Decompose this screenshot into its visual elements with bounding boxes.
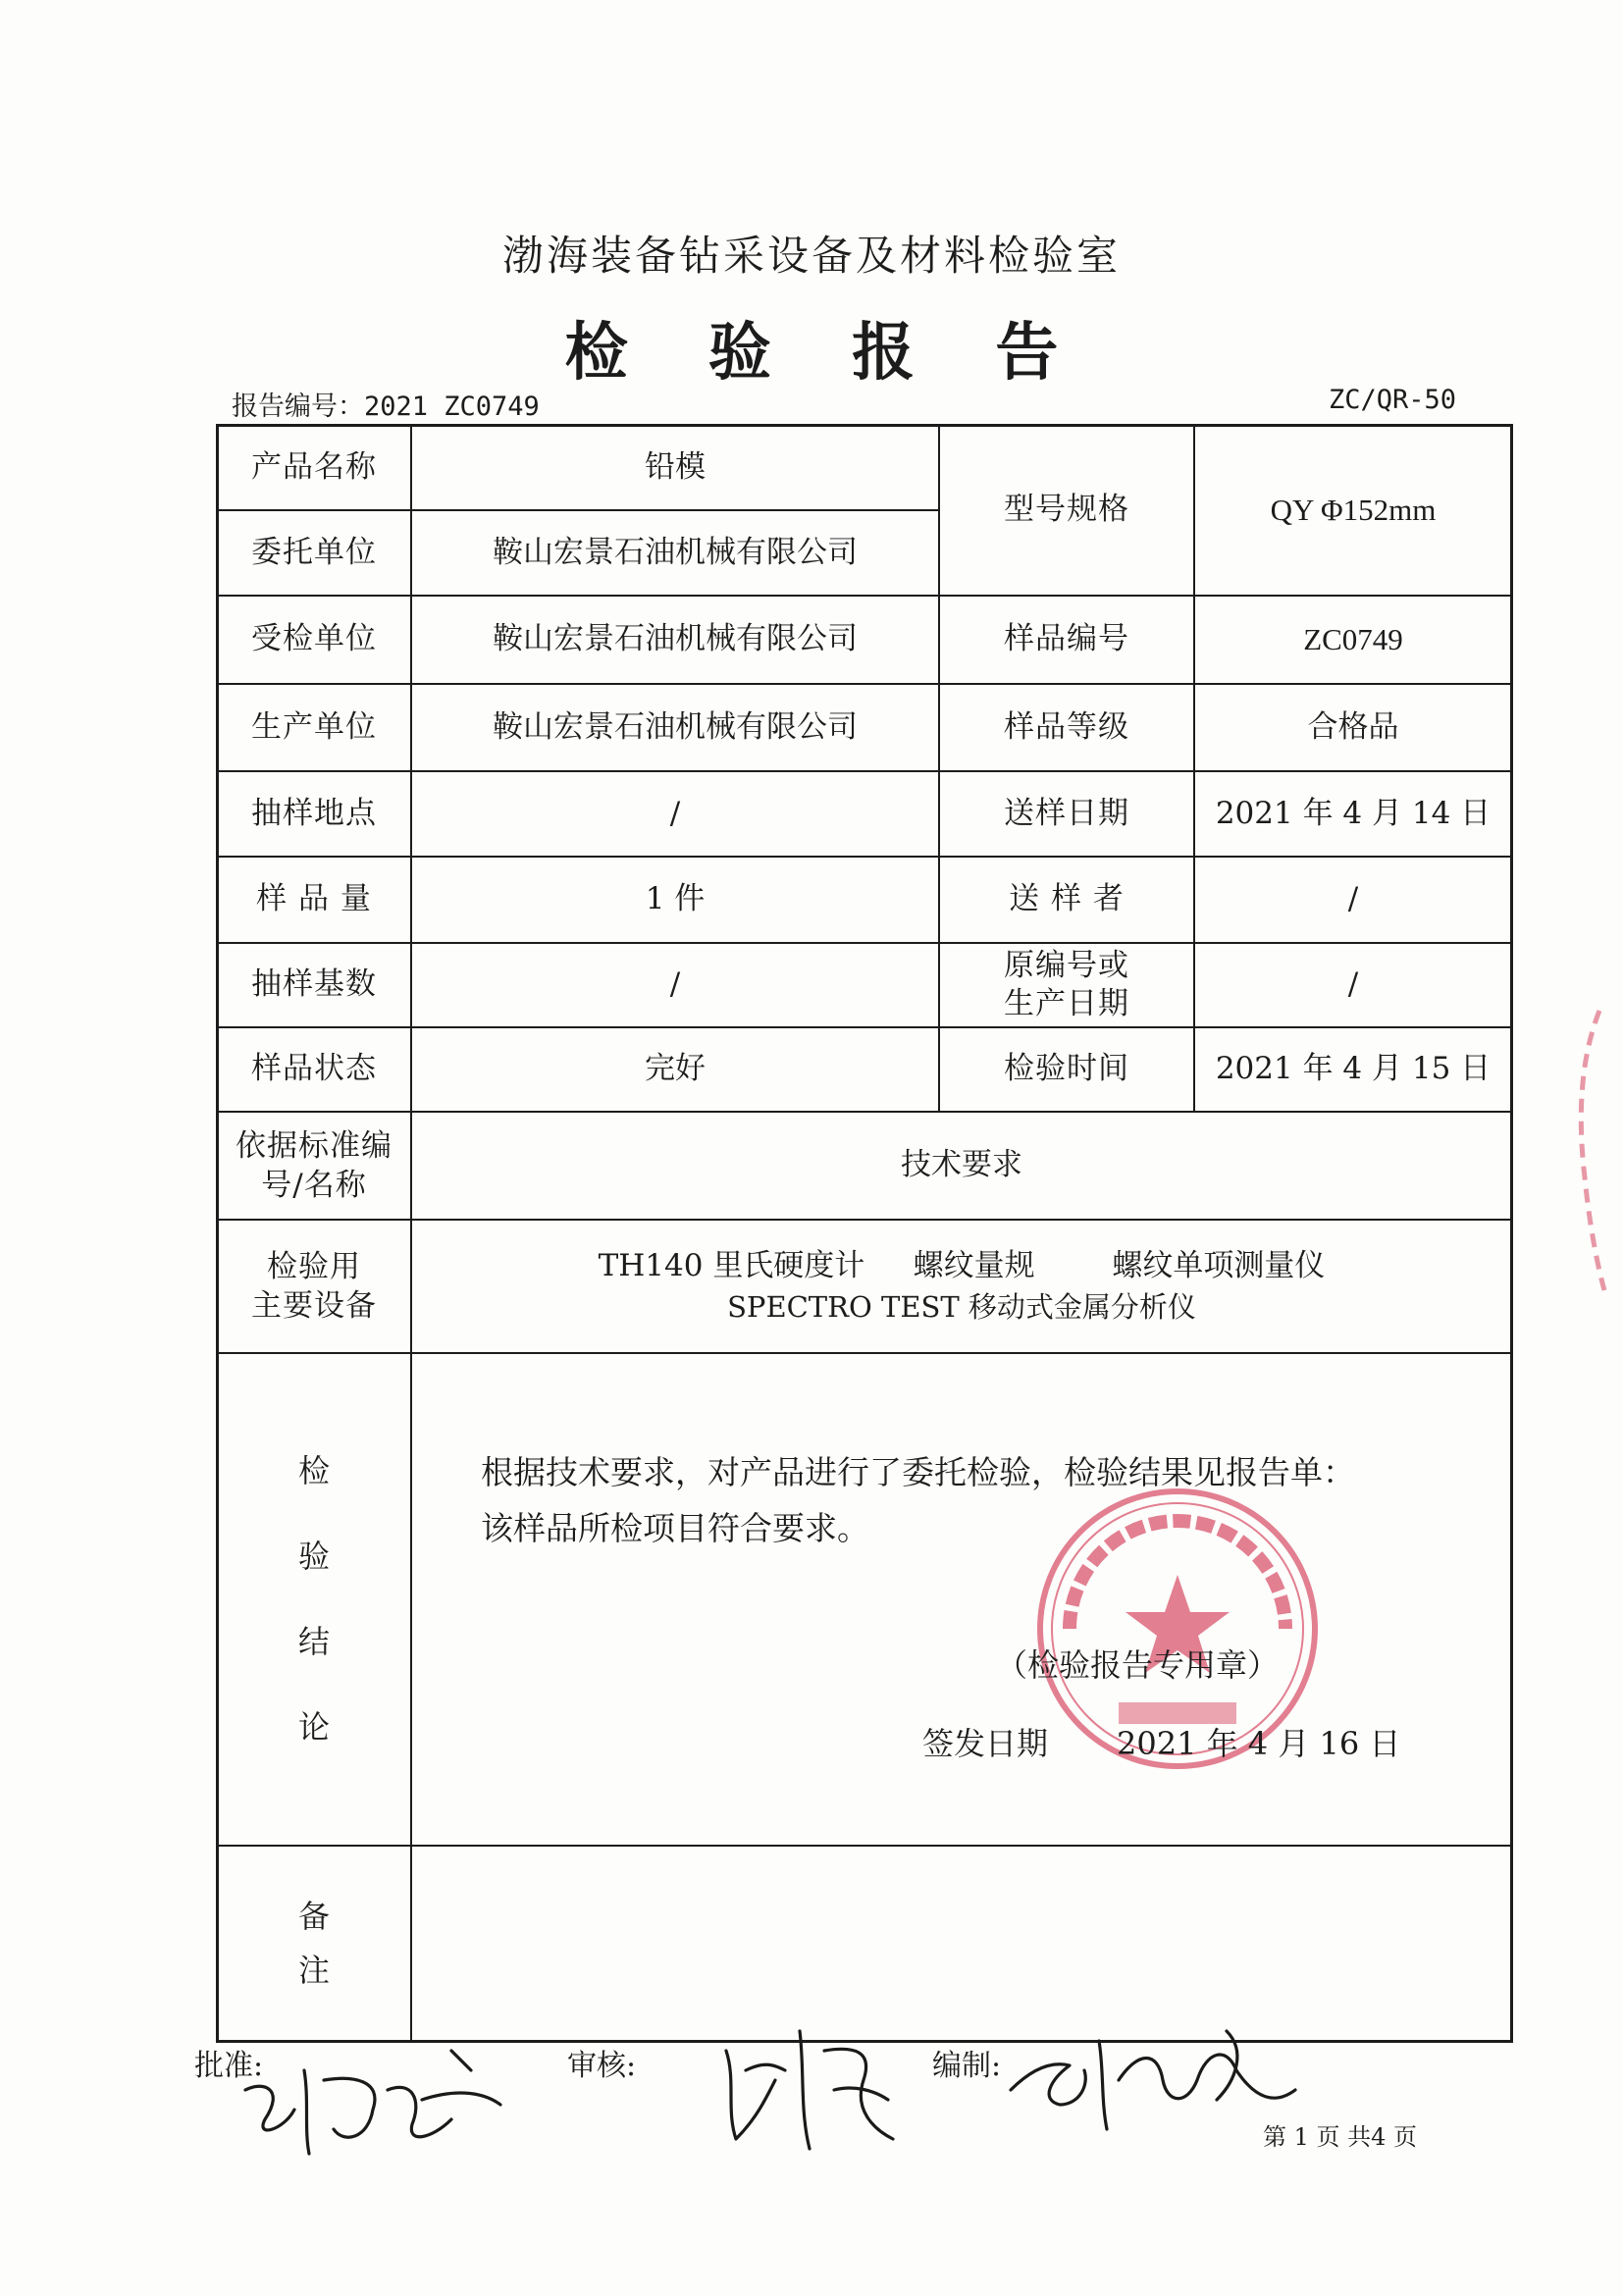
sender-value: / bbox=[1347, 881, 1359, 917]
equipment-label-line2: 主要设备 bbox=[251, 1288, 377, 1324]
equipment-label bbox=[218, 1221, 410, 1352]
conclusion-text-line2: 该样品所检项目符合要求。 bbox=[481, 1509, 869, 1547]
sample-no-value: ZC0749 bbox=[1303, 622, 1403, 657]
review-label: 审核: bbox=[567, 2049, 637, 2083]
stamp-note: （检验报告专用章） bbox=[996, 1646, 1280, 1684]
conclusion-text-line1: 根据技术要求，对产品进行了委托检验，检验结果见报告单： bbox=[481, 1453, 1355, 1491]
page-number: 第 1 页 共4 页 bbox=[1262, 2123, 1417, 2151]
conclusion-label-char: 结 bbox=[297, 1623, 330, 1660]
sample-grade-label: 样品等级 bbox=[1004, 708, 1129, 745]
sample-grade-value: 合格品 bbox=[1307, 708, 1399, 745]
form-code: ZC/QR-50 bbox=[1328, 385, 1456, 415]
product-name-value: 铅模 bbox=[645, 448, 706, 485]
equipment-label-line1: 检验用 bbox=[267, 1248, 361, 1284]
sampling-base-label: 抽样基数 bbox=[251, 966, 377, 1003]
compile-label: 编制: bbox=[932, 2049, 1002, 2083]
product-name-label: 产品名称 bbox=[251, 448, 377, 485]
equipment-line1: TH140 里氏硬度计 螺纹量规 螺纹单项测量仪 bbox=[598, 1248, 1326, 1283]
model-value: QY Φ152mm bbox=[1270, 493, 1437, 528]
quantity-label: 样 品 量 bbox=[256, 881, 372, 917]
original-no-label-line1: 原编号或 bbox=[1004, 948, 1129, 984]
review-signature bbox=[707, 2011, 913, 2159]
conclusion-label-char: 论 bbox=[297, 1708, 330, 1747]
equipment-value bbox=[412, 1221, 1511, 1352]
inspection-time-value: 2021 年 4 月 15 日 bbox=[1215, 1051, 1492, 1087]
conclusion-label-char: 检 bbox=[297, 1451, 330, 1489]
client-label: 委托单位 bbox=[251, 534, 377, 570]
delivery-date-value: 2021 年 4 月 14 日 bbox=[1215, 795, 1492, 831]
document-title: 检 验 报 告 bbox=[564, 316, 1088, 390]
edge-seal-fragment bbox=[1560, 1001, 1619, 1295]
sampling-site-label: 抽样地点 bbox=[251, 795, 377, 831]
standard-label-line1: 依据标准编 bbox=[236, 1127, 393, 1164]
remarks-label-char: 注 bbox=[297, 1952, 330, 1989]
inspection-time-label: 检验时间 bbox=[1004, 1051, 1129, 1087]
conclusion-label bbox=[218, 1354, 410, 1845]
issue-date-value: 2021 年 4 月 16 日 bbox=[1117, 1725, 1401, 1762]
original-no-value: / bbox=[1347, 966, 1359, 1003]
sampling-base-value: / bbox=[669, 966, 681, 1003]
remarks-label bbox=[218, 1847, 410, 2041]
sample-no-label: 样品编号 bbox=[1004, 621, 1129, 657]
remarks-value bbox=[412, 1847, 1511, 2041]
inspected-unit-label: 受检单位 bbox=[251, 621, 377, 657]
report-number: 报告编号：2021 ZC0749 bbox=[232, 391, 540, 422]
original-no-label-line2: 生产日期 bbox=[1004, 986, 1129, 1021]
standard-value: 技术要求 bbox=[901, 1147, 1022, 1183]
delivery-date-label: 送样日期 bbox=[1004, 795, 1129, 831]
approve-label: 批准: bbox=[194, 2049, 264, 2083]
equipment-line2: SPECTRO TEST 移动式金属分析仪 bbox=[727, 1290, 1196, 1325]
sampling-site-value: / bbox=[669, 795, 681, 831]
quantity-value: 1 件 bbox=[645, 881, 706, 917]
original-no-label bbox=[940, 944, 1193, 1026]
model-label: 型号规格 bbox=[1004, 492, 1129, 528]
inspected-unit-value: 鞍山宏景石油机械有限公司 bbox=[493, 621, 858, 657]
remarks-label-char: 备 bbox=[297, 1897, 330, 1935]
issue-date-label: 签发日期 bbox=[922, 1725, 1049, 1762]
standard-label bbox=[218, 1113, 410, 1219]
approve-signature bbox=[226, 2031, 520, 2168]
standard-label-line2: 号/名称 bbox=[261, 1168, 367, 1203]
lab-name: 渤海装备钻采设备及材料检验室 bbox=[501, 232, 1121, 280]
client-value: 鞍山宏景石油机械有限公司 bbox=[493, 534, 858, 570]
conclusion-label-char: 验 bbox=[297, 1537, 330, 1575]
sample-state-value: 完好 bbox=[645, 1051, 706, 1087]
manufacturer-label: 生产单位 bbox=[251, 708, 377, 745]
manufacturer-value: 鞍山宏景石油机械有限公司 bbox=[493, 708, 858, 745]
sender-label: 送 样 者 bbox=[1009, 881, 1125, 917]
sample-state-label: 样品状态 bbox=[251, 1051, 377, 1087]
